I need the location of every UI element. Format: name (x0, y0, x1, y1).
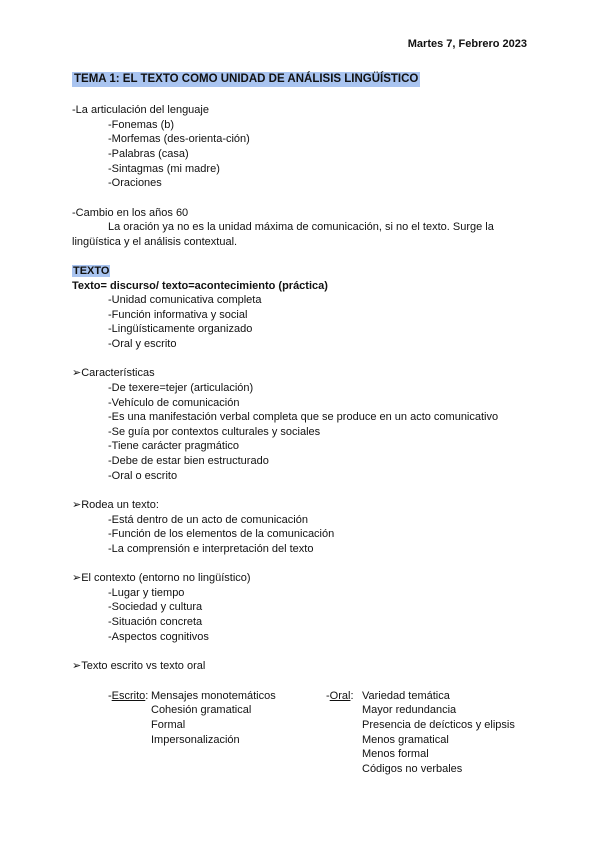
escrito-label (108, 689, 148, 704)
list-item: -Lingüísticamente organizado (108, 323, 253, 335)
page-title: TEMA 1: EL TEXTO COMO UNIDAD DE ANÁLISIS LINGÜÍSTICO (74, 73, 419, 85)
oral-label (326, 689, 354, 704)
date-header: Martes 7, Febrero 2023 (407, 38, 527, 50)
list-item: -Situación concreta (108, 616, 203, 628)
rodea-heading: ➢Rodea un texto: (72, 499, 159, 511)
escrito-dash: - (108, 690, 112, 702)
list-item: -Morfemas (des-orienta-ción) (108, 133, 250, 145)
list-item: -Unidad comunicativa completa (108, 294, 262, 306)
list-item: -Vehículo de comunicación (108, 397, 240, 409)
texto-heading (72, 264, 110, 279)
list-item: -Lugar y tiempo (108, 587, 185, 599)
contexto-heading: ➢El contexto (entorno no lingüístico) (72, 572, 251, 584)
escrito-colon: : (145, 690, 149, 702)
escrito-oral-heading: ➢Texto escrito vs texto oral (72, 660, 206, 672)
escrito-label-text: Escrito (111, 690, 146, 702)
list-item: -Oral o escrito (108, 470, 178, 482)
list-item: -Es una manifestación verbal completa que se produce en un acto comunicativo (108, 411, 499, 423)
list-item: -De texere=tejer (articulación) (108, 382, 254, 394)
list-item: Mensajes monotemáticos (151, 690, 276, 702)
list-item: Impersonalización (151, 734, 240, 746)
list-item: -Se guía por contextos culturales y sociales (108, 426, 321, 438)
list-item: Variedad temática (362, 690, 450, 702)
list-item: -Función informativa y social (108, 309, 248, 321)
list-item: -La comprensión e interpretación del texto (108, 543, 314, 555)
list-item: Códigos no verbales (362, 763, 463, 775)
texto-definition: Texto= discurso/ texto=acontecimiento (práctica) (72, 280, 328, 292)
list-item: -Está dentro de un acto de comunicación (108, 514, 308, 526)
list-item: -Palabras (casa) (108, 148, 189, 160)
list-item: -Sociedad y cultura (108, 601, 203, 613)
list-item: -Sintagmas (mi madre) (108, 163, 220, 175)
caracteristicas-heading: ➢Características (72, 367, 155, 379)
oral-colon: : (350, 690, 354, 702)
list-item: Menos gramatical (362, 734, 449, 746)
list-item: Cohesión gramatical (151, 704, 252, 716)
oral-dash: - (326, 690, 330, 702)
cambio-paragraph-line1: La oración ya no es la unidad máxima de comunicación, si no el texto. Surge la (108, 221, 494, 233)
list-item: Formal (151, 719, 186, 731)
list-item: Presencia de deícticos y elipsis (362, 719, 515, 731)
list-item: -Oraciones (108, 177, 162, 189)
oral-label-text: Oral (329, 690, 351, 702)
list-item: -Tiene carácter pragmático (108, 440, 240, 452)
cambio-heading: -Cambio en los años 60 (72, 207, 189, 219)
articulacion-heading: -La articulación del lenguaje (72, 104, 209, 116)
list-item: Menos formal (362, 748, 429, 760)
list-item: -Debe de estar bien estructurado (108, 455, 269, 467)
cambio-paragraph-line2: lingüística y el análisis contextual. (72, 236, 238, 248)
list-item: -Oral y escrito (108, 338, 177, 350)
list-item: -Fonemas (b) (108, 119, 175, 131)
texto-heading-label: TEXTO (73, 265, 110, 277)
list-item: -Función de los elementos de la comunicación (108, 528, 335, 540)
list-item: Mayor redundancia (362, 704, 457, 716)
list-item: -Aspectos cognitivos (108, 631, 209, 643)
